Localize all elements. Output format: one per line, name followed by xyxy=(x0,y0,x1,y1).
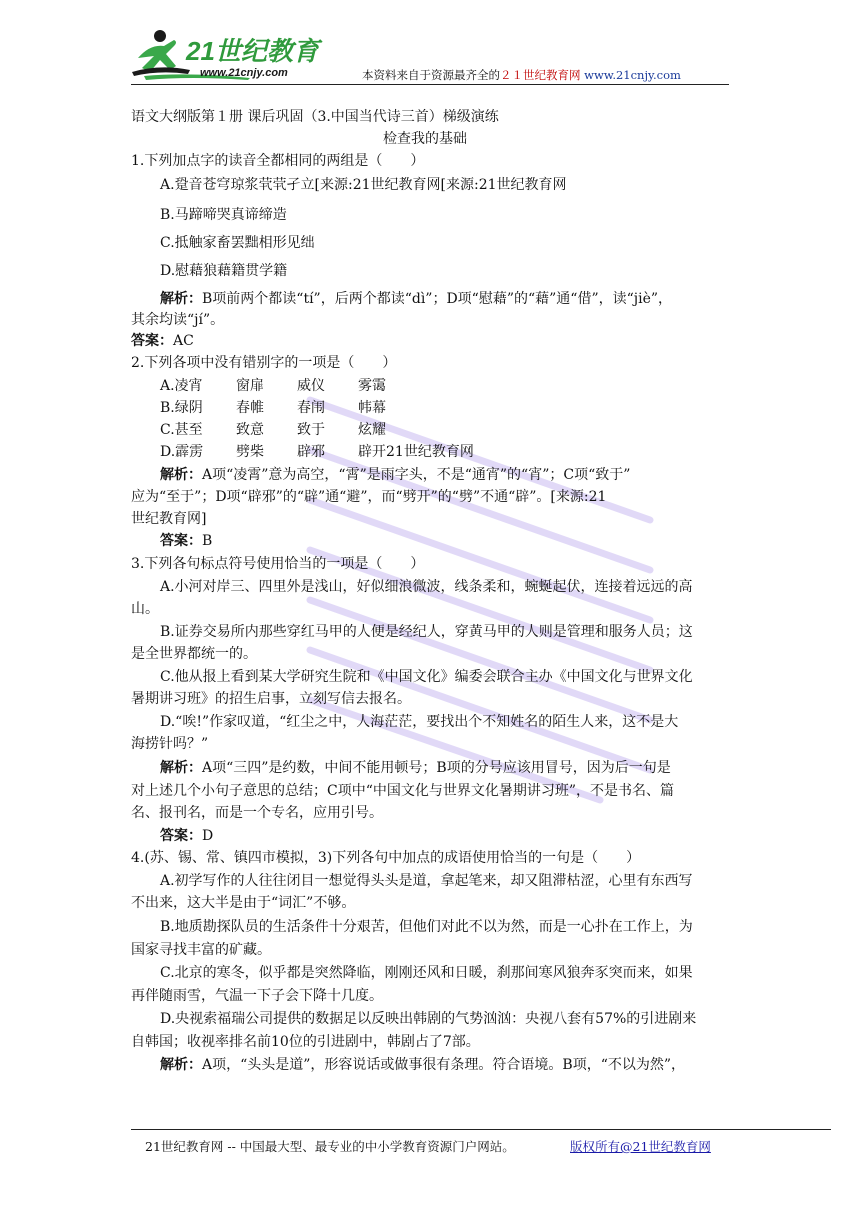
footer-divider xyxy=(131,1129,831,1130)
q3-analysis-line2: 对上述几个小句子意思的总结；C项中“中国文化与世界文化暑期讲习班”，不是书名、篇 xyxy=(131,783,675,799)
q2-option-cell: 劈柴 xyxy=(236,444,264,460)
q2-option-cell: 帏幕 xyxy=(358,400,386,416)
q1-analysis-text: B项前两个都读“tí”，后两个都读“dì”；D项“慰藉”的“藉”通“借”，读“jiè”， xyxy=(202,291,673,307)
q1-option-a xyxy=(160,174,567,196)
q3-analysis-label: 解析： xyxy=(160,760,202,776)
q1-analysis-label: 解析： xyxy=(160,291,202,307)
q4-option-a-line1: A.初学写作的人往往闭目一想觉得头头是道，拿起笔来，却又阻滞枯涩，心里有东西写 xyxy=(160,873,693,889)
q2-analysis-label: 解析： xyxy=(160,467,202,483)
q3-option-b-line1: B.证券交易所内那些穿红马甲的人便是经纪人，穿黄马甲的人则是管理和服务人员；这 xyxy=(160,624,693,640)
q1-answer xyxy=(131,330,194,352)
q4-option-c-line2: 再伴随雨雪，气温一下子会下降十几度。 xyxy=(131,988,383,1004)
watermark-icon xyxy=(300,380,660,820)
site-logo xyxy=(130,26,342,84)
q2-analysis-line3: 世纪教育网] xyxy=(131,511,207,527)
q1-answer-label: 答案： xyxy=(131,333,173,349)
q2-option-cell: 春帷 xyxy=(236,400,264,416)
q2-option-cell: 炫耀 xyxy=(358,422,386,438)
q1-analysis-line1 xyxy=(160,288,672,310)
q1-option-d: D.慰藉狼藉籍贯学籍 xyxy=(160,263,288,279)
logo-url: www.21cnjy.com xyxy=(200,67,288,79)
q4-option-c-line1: C.北京的寒冬，似乎都是突然降临，刚刚还风和日暖，刹那间寒风狼奔豕突而来，如果 xyxy=(160,965,693,981)
q3-answer-label: 答案： xyxy=(160,828,202,844)
q3-stem: 3.下列各句标点符号使用恰当的一项是（ ） xyxy=(131,556,425,572)
q2-option-cell: D.霹雳 xyxy=(160,444,204,460)
q2-stem: 2.下列各项中没有错别字的一项是（ ） xyxy=(131,355,397,371)
q3-analysis-text: A项“三四”是约数，中间不能用顿号；B项的分号应该用冒号，因为后一句是 xyxy=(202,760,671,776)
source-url[interactable]: www.21cnjy.com xyxy=(584,68,681,82)
q2-answer-label: 答案： xyxy=(160,533,202,549)
q2-option-cell: 雾霭 xyxy=(358,378,386,394)
logo-title: 21世纪教育 xyxy=(186,36,319,66)
footer-copyright-link[interactable] xyxy=(570,1137,711,1155)
q4-option-a-line2: 不出来，这大半是由于“词汇”不够。 xyxy=(131,895,356,911)
q4-analysis-label: 解析： xyxy=(160,1057,202,1073)
q2-analysis-line2: 应为“至于”；D项“辟邪”的“辟”通“避”，而“劈开”的“劈”不通“辟”。[来源:21 xyxy=(131,489,607,505)
q3-answer xyxy=(160,825,213,847)
source-line xyxy=(362,67,681,83)
q2-answer xyxy=(160,530,212,552)
q1-option-b: B.马蹄啼哭真谛缔造 xyxy=(160,207,287,223)
q3-option-c-line2: 暑期讲习班》的招生启事，立刻写信去报名。 xyxy=(131,691,411,707)
q4-option-b-line1: B.地质勘探队员的生活条件十分艰苦，但他们对此不以为然，而是一心扑在工作上，为 xyxy=(160,919,693,935)
header-divider xyxy=(131,84,729,85)
q3-option-c-line1: C.他从报上看到某大学研究生院和《中国文化》编委会联合主办《中国文化与世界文化 xyxy=(160,669,693,685)
q2-option-cell: 辟开21世纪教育网 xyxy=(358,444,474,460)
q2-option-cell: C.甚至 xyxy=(160,422,203,438)
footer-text: 21世纪教育网 -- 中国最大型、最专业的中小学教育资源门户网站。 xyxy=(145,1139,515,1154)
q2-option-cell: A.凌宵 xyxy=(160,378,203,394)
q1-option-c: C.抵触家畜罢黜相形见绌 xyxy=(160,235,315,251)
q2-option-cell: 致意 xyxy=(236,422,264,438)
q1-option-a-text: 跫音苍穹琼浆茕茕孑立[来源:21世纪教育网[来源:21世纪教育网 xyxy=(174,177,567,193)
q4-option-d-line2: 自韩国；收视率排名前10位的引进剧中，韩剧占了7部。 xyxy=(131,1034,480,1050)
doc-title: 语文大纲版第１册 课后巩固（3.中国当代诗三首）梯级演练 xyxy=(131,109,499,125)
q2-option-cell: 致于 xyxy=(297,422,325,438)
q1-answer-value: AC xyxy=(173,333,194,349)
q1-analysis-line2: 其余均读“jí”。 xyxy=(131,312,225,328)
q1-option-a-label: A. xyxy=(160,177,175,193)
q2-option-cell: 窗扉 xyxy=(236,378,264,394)
q2-option-cell: 辟邪 xyxy=(297,444,325,460)
source-site[interactable]: ２１世纪教育网 xyxy=(500,68,581,82)
section-title: 检查我的基础 xyxy=(383,131,467,147)
footer-copyright-text[interactable]: 版权所有@21世纪教育网 xyxy=(570,1139,711,1154)
q3-option-d-line1: D.“唉!”作家叹道，“红尘之中，人海茫茫，要找出个不知姓名的陌生人来，这不是大 xyxy=(160,714,679,730)
q3-option-b-line2: 是全世界都统一的。 xyxy=(131,646,257,662)
q3-answer-value: D xyxy=(202,828,214,844)
q4-analysis-line1 xyxy=(160,1054,685,1076)
q3-option-d-line2: 海捞针吗？” xyxy=(131,736,209,752)
q2-analysis-text: A项“凌霄”意为高空，“霄”是雨字头，不是“通宵”的“宵”；C项“致于” xyxy=(202,467,631,483)
q3-analysis-line3: 名、报刊名，而是一个专名，应用引号。 xyxy=(131,805,383,821)
q2-option-cell: 威仪 xyxy=(297,378,325,394)
q1-stem: 1.下列加点字的读音全都相同的两组是（ ） xyxy=(131,153,425,169)
q4-stem: 4.(苏、锡、常、镇四市模拟，3)下列各句中加点的成语使用恰当的一句是（ ） xyxy=(131,850,641,866)
q4-option-b-line2: 国家寻找丰富的矿藏。 xyxy=(131,942,271,958)
source-prefix: 本资料来自于资源最齐全的 xyxy=(362,68,500,82)
q2-answer-value: B xyxy=(202,533,213,549)
q2-option-cell: 春闱 xyxy=(297,400,325,416)
q3-analysis-line1 xyxy=(160,757,671,779)
q2-option-cell: B.绿阴 xyxy=(160,400,203,416)
q3-option-a-line1: A.小河对岸三、四里外是浅山，好似细浪微波，线条柔和，蜿蜒起伏，连接着远远的高 xyxy=(160,579,693,595)
q2-analysis-line1 xyxy=(160,464,630,486)
q4-option-d-line1: D.央视索福瑞公司提供的数据足以反映出韩剧的气势汹汹：央视八套有57%的引进剧来 xyxy=(160,1011,697,1027)
q3-option-a-line2: 山。 xyxy=(131,601,159,617)
q4-analysis-text: A项，“头头是道”，形容说话或做事很有条理。符合语境。B项，“不以为然”， xyxy=(202,1057,686,1073)
